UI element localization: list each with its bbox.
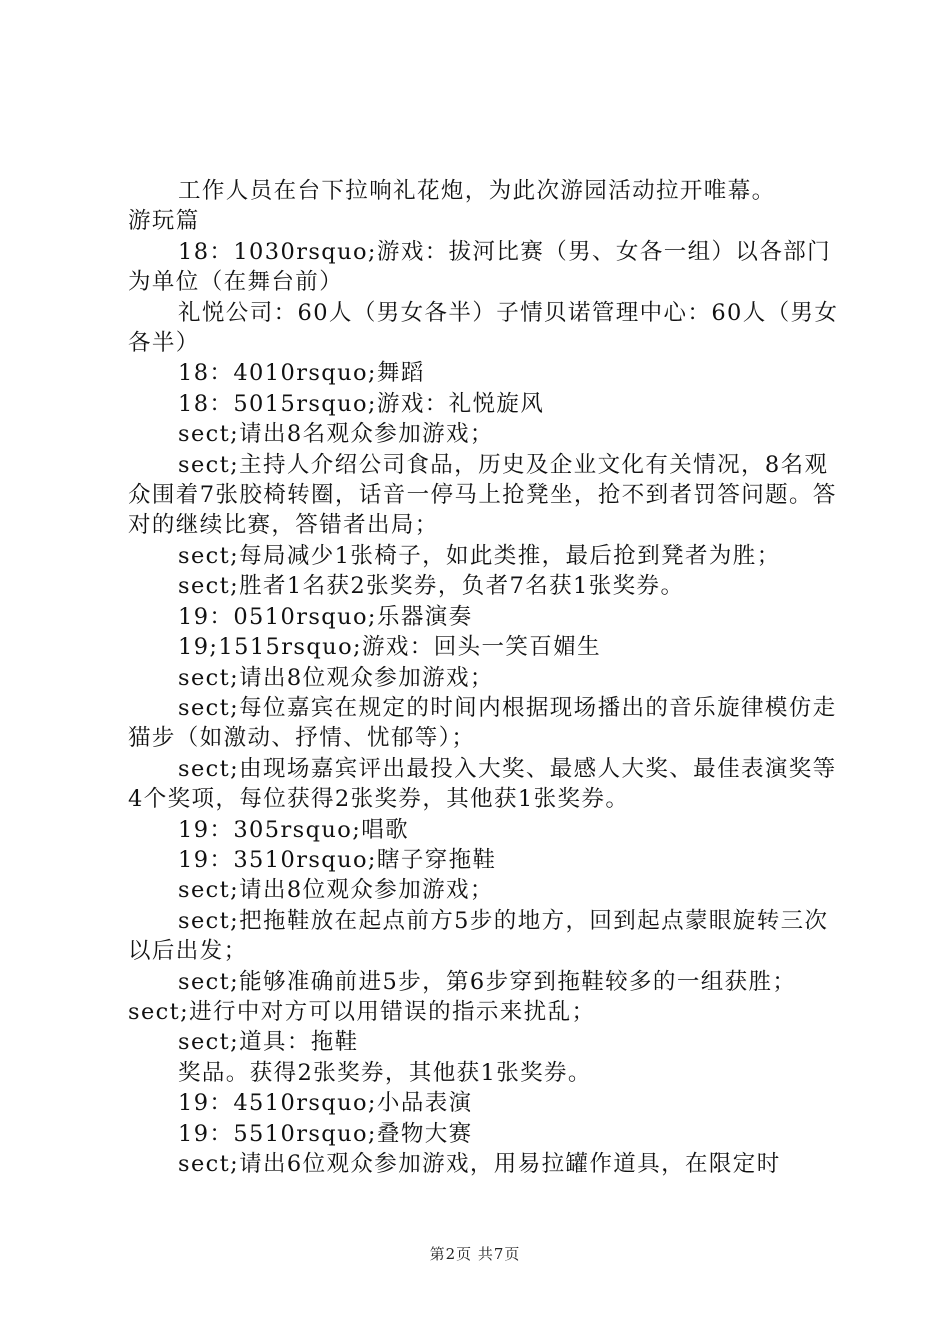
paragraph: 礼悦公司：60人（男女各半）子情贝诺管理中心：60人（男女各半） <box>128 299 839 357</box>
paragraph: sect;请出6位观众参加游戏，用易拉罐作道具，在限定时 <box>178 1151 781 1177</box>
paragraph: 18：4010rsquo;舞蹈 <box>178 360 425 387</box>
paragraph: sect;请出8名观众参加游戏； <box>178 421 494 448</box>
paragraph: sect;进行中对方可以用错误的指示来扰乱； <box>128 998 596 1025</box>
paragraph: sect;由现场嘉宾评出最投入大奖、最感人大奖、最佳表演奖等4个奖项，每位获得2张奖券，其他获1张奖券。 <box>128 755 837 813</box>
paragraph: sect;每局减少1张椅子，如此类推，最后抢到凳者为胜； <box>178 542 781 569</box>
paragraph: sect;能够准确前进5步，第6步穿到拖鞋较多的一组获胜； <box>178 968 797 995</box>
paragraph: 19：305rsquo;唱歌 <box>178 816 409 843</box>
paragraph: sect;主持人介绍公司食品，历史及企业文化有关情况，8名观众围着7张胶椅转圈，话音一停马上抢凳坐，抢不到者罚答问题。答对的继续比赛，答错者出局； <box>128 451 837 539</box>
paragraph: sect;请出8位观众参加游戏； <box>178 877 494 904</box>
paragraph: 18：5015rsquo;游戏：礼悦旋风 <box>178 390 545 417</box>
paragraph: 19：0510rsquo;乐器演奏 <box>178 603 473 630</box>
document-body <box>128 176 840 1179</box>
paragraph: 工作人员在台下拉响礼花炮，为此次游园活动拉开唯幕。 <box>178 178 776 204</box>
paragraph: sect;胜者1名获2张奖券，负者7名获1张奖券。 <box>178 573 685 600</box>
paragraph: sect;把拖鞋放在起点前方5步的地方，回到起点蒙眼旋转三次以后出发； <box>128 907 829 965</box>
paragraph: 19;1515rsquo;游戏：回头一笑百媚生 <box>178 634 601 661</box>
paragraph: 18：1030rsquo;游戏：拔河比赛（男、女各一组）以各部门为单位（在舞台前） <box>128 238 832 296</box>
paragraph: 奖品。获得2张奖券，其他获1张奖券。 <box>178 1059 592 1086</box>
paragraph: 19：4510rsquo;小品表演 <box>178 1090 473 1117</box>
paragraph: 19：5510rsquo;叠物大赛 <box>178 1120 473 1147</box>
paragraph: sect;请出8位观众参加游戏； <box>178 664 494 691</box>
section-heading: 游玩篇 <box>128 208 200 235</box>
paragraph: sect;道具：拖鞋 <box>178 1029 359 1056</box>
paragraph: sect;每位嘉宾在规定的时间内根据现场播出的音乐旋律模仿走猫步（如激动、抒情、忧郁等）； <box>128 694 837 752</box>
paragraph: 19：3510rsquo;瞎子穿拖鞋 <box>178 846 497 873</box>
page-footer: 第2页 共7页 <box>429 1245 521 1263</box>
